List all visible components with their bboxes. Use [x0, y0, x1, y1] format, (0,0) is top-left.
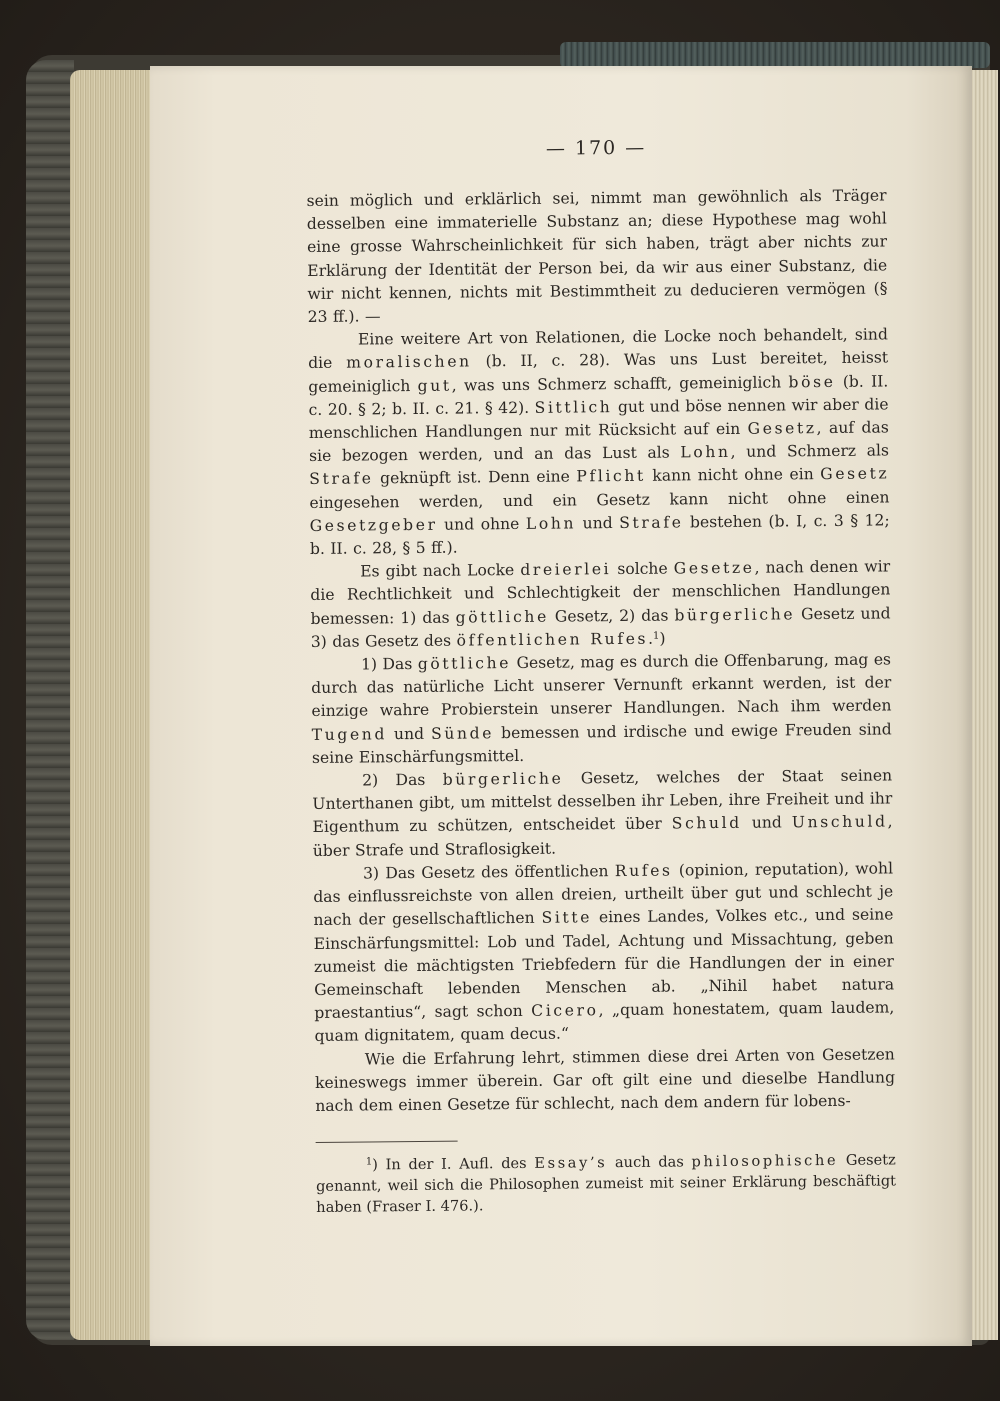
spaced-emphasis: Cicero: [531, 1001, 599, 1020]
page-number: — 170 —: [545, 136, 647, 160]
text-run: solche: [611, 559, 674, 579]
frayed-headband: [560, 42, 990, 68]
text-run: eingesehen werden, und ein Gesetz kann nicht ohne einen: [309, 488, 890, 512]
text-run: Gesetz, mag es durch die Offenbarung, mag es durch das natürliche Licht unserer Vernunft erkannt werden, ist der einzige wahre Probierstein unserer Handlungen. Nach ihm werden: [311, 650, 892, 721]
footnote-marker: 1: [652, 630, 660, 642]
text-run: geknüpft ist. Denn eine: [373, 467, 577, 488]
text-run: , über Strafe und Straflosigkeit.: [312, 812, 893, 860]
text-run: bemessen und irdische und ewige Freuden sind seine Einschärfungsmittel.: [311, 720, 892, 767]
text-run: , nach denen wir die Rechtlichkeit und Schlechtigkeit der menschlichen Handlungen bemessen: 1) das: [310, 557, 891, 628]
spaced-emphasis: Pflicht: [576, 467, 646, 486]
spaced-emphasis: dreierlei: [520, 560, 612, 580]
spaced-emphasis: Lohn: [680, 443, 731, 462]
spaced-emphasis: öffentlichen Rufes: [456, 629, 649, 650]
text-run: ) In der I. Aufl. des: [372, 1154, 535, 1174]
text-run: eines Landes, Volkes etc., und seine Einschärfungsmittel: Lob und Tadel, Achtung und Missachtung, geben zumeist die mächtigsten Triebfedern für die Handlungen der in einer Gemeinschaft lebenden Menschen ab. „Nihil habet natura praestantius“, sagt schon: [313, 905, 895, 1023]
paragraph: [308, 324, 890, 562]
paragraph: [306, 184, 887, 329]
text-run: und: [741, 813, 792, 833]
footnote: [316, 1150, 897, 1219]
footnote-text: [316, 1150, 897, 1219]
text-run: (b. II, c. 28). Was uns Lust bereitet, heisst gemeiniglich: [308, 348, 889, 396]
text-run: 3) Das Gesetz des öffentlichen: [362, 861, 615, 883]
text-run: und ohne: [437, 514, 526, 534]
text-run: Wie die Erfahrung lehrt, stimmen diese drei Arten von Gesetzen keineswegs immer überein. Gar oft gilt eine und dieselbe Handlung nach dem einen Gesetze für schlecht, nach dem andern für lobens-: [314, 1044, 896, 1115]
text-run: (b. II. c. 20. § 2; b. II. c. 21. § 42).: [308, 372, 889, 419]
spaced-emphasis: Sünde: [430, 723, 495, 743]
text-run: (opinion, reputation), wohl das einflussreichste von allen dreien, urtheilt über gut und schlecht je nach der gesellschaftlichen: [313, 859, 894, 930]
spaced-emphasis: Rufes: [614, 861, 673, 880]
text-run: Gesetz, 2) das: [548, 606, 675, 626]
text-run: Eine weitere Art von Relationen, die Locke noch behandelt, sind die: [308, 325, 888, 373]
text-run: kann nicht ohne ein: [645, 465, 821, 486]
text-run: Es gibt nach Locke: [360, 561, 521, 581]
spaced-emphasis: Gesetz: [747, 419, 817, 438]
paragraph: [312, 764, 893, 862]
spaced-emphasis: Unschuld: [791, 812, 888, 832]
text-run: Gesetz, welches der Staat seinen Unterthanen gibt, um mittelst desselben ihr Leben, ihre Freiheit und ihr Eigenthum zu schützen, entscheidet über: [312, 766, 893, 837]
spaced-emphasis: göttliche: [417, 654, 512, 674]
spaced-emphasis: Gesetz: [820, 464, 890, 484]
spaced-emphasis: gut: [417, 376, 452, 395]
text-run: , „quam honestatem, quam laudem, quam dignitatem, quam decus.“: [314, 998, 895, 1046]
spaced-emphasis: moralischen: [346, 352, 472, 373]
text-run: Gesetz und 3) das Gesetz des: [310, 604, 891, 651]
spaced-emphasis: Tugend: [311, 724, 388, 744]
text-run: und: [576, 513, 620, 533]
spaced-emphasis: philosophische: [691, 1152, 839, 1171]
spaced-emphasis: Strafe: [309, 469, 374, 489]
spaced-emphasis: Strafe: [619, 513, 684, 532]
text-run: und: [386, 724, 432, 743]
spaced-emphasis: Lohn: [525, 514, 577, 533]
body-text: [306, 184, 895, 1118]
text-run: , und Schmerz als: [730, 441, 890, 462]
spaced-emphasis: Gesetze: [673, 558, 755, 578]
text-run: bestehen (b. I, c. 3 § 12; b. II. c. 28, § 5 ff.).: [309, 511, 890, 559]
text-run: 1) Das: [360, 655, 418, 674]
page-content: [306, 134, 896, 1218]
spaced-emphasis: bürgerliche: [442, 769, 564, 789]
text-run: Gesetz genannt, weil sich die Philosophen zumeist mit seiner Erklärung beschäftigt haben (Fraser I. 476.).: [315, 1151, 897, 1217]
spaced-emphasis: Sitte: [541, 908, 593, 928]
text-run: gut und böse nennen wir aber die menschlichen Handlungen nur mit Rücksicht auf ein: [308, 395, 889, 443]
text-run: , was uns Schmerz schafft, gemeiniglich: [451, 373, 789, 395]
text-run: ): [659, 629, 666, 648]
text-run: 2) Das: [362, 770, 443, 790]
paragraph: [313, 857, 895, 1048]
text-run: .: [647, 629, 654, 648]
text-run: sein möglich und erklärlich sei, nimmt man gewöhnlich als Träger desselben eine immaterielle Substanz an; diese Hypothese mag wohl eine grosse Wahrscheinlichkeit für sich haben, trägt aber nichts zur Erklärung der Identität der Person bei, da wir aus einer Substanz, die wir nicht kennen, nichts mit Bestimmtheit zu deducieren vermögen (§ 23 ff.). —: [306, 186, 888, 327]
text-run: , auf das sie bezogen werden, und an das Lust als: [308, 418, 889, 466]
spaced-emphasis: Sittlich: [534, 397, 613, 417]
footnote-marker: 1: [365, 1156, 373, 1168]
book-spine-edge: [26, 60, 74, 1340]
spaced-emphasis: Schuld: [671, 814, 742, 834]
spaced-emphasis: böse: [788, 372, 836, 392]
paragraph: [310, 556, 891, 654]
spaced-emphasis: göttliche: [455, 607, 549, 627]
text-run: auch das: [607, 1153, 692, 1172]
right-page-stack: [968, 70, 998, 1340]
paragraph: [311, 648, 892, 770]
spaced-emphasis: Gesetzgeber: [309, 515, 438, 535]
spaced-emphasis: Essay’s: [534, 1154, 608, 1172]
spaced-emphasis: bürgerliche: [674, 604, 796, 625]
paragraph: [315, 1043, 896, 1118]
footnote-divider: [316, 1141, 458, 1143]
page-stack-edge: [70, 70, 160, 1340]
